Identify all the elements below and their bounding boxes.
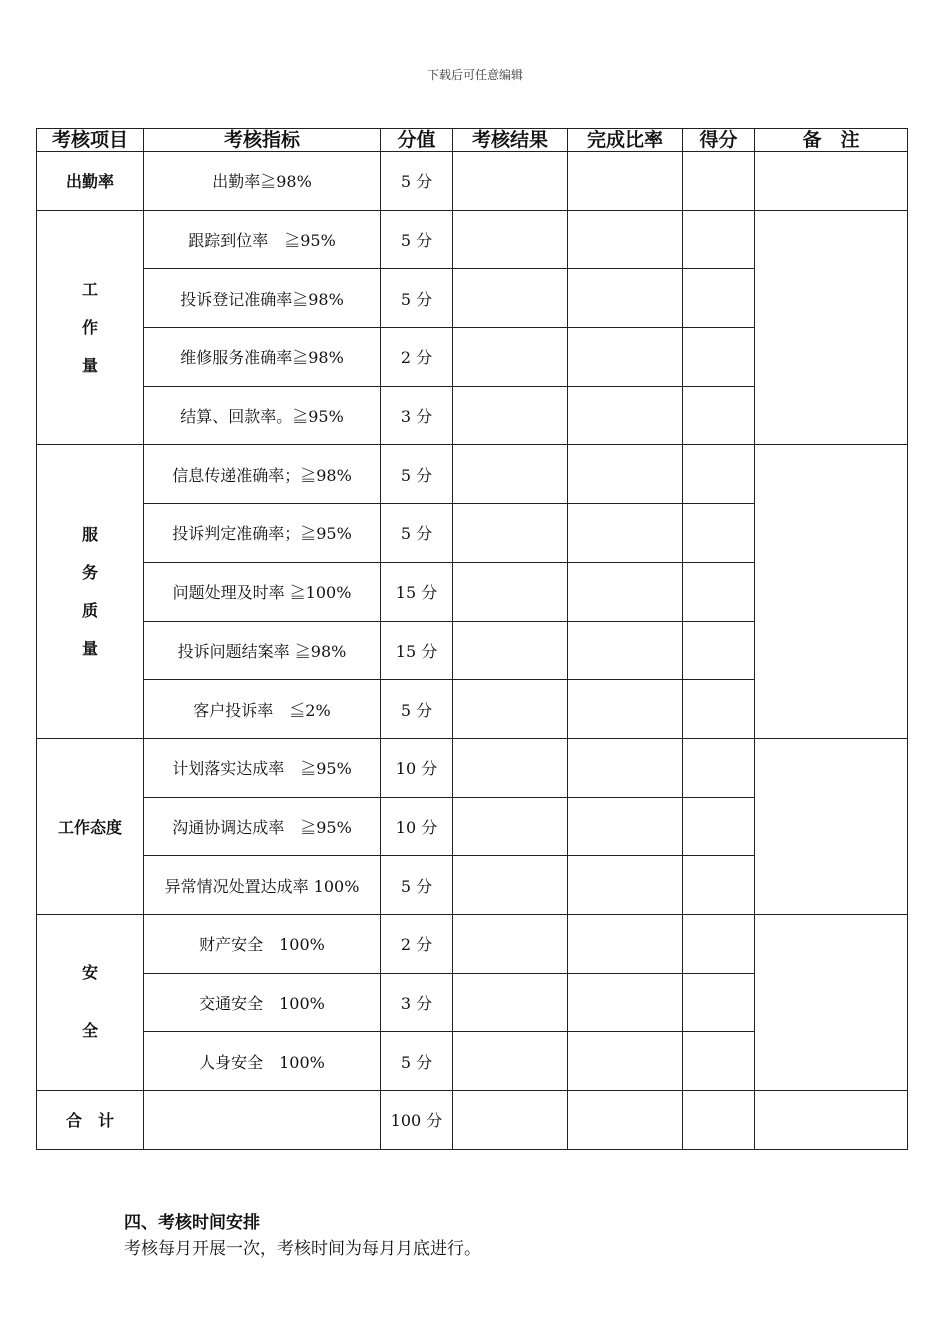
indicator-cell: 出勤率≧98%: [144, 152, 381, 211]
indicator-cell: 信息传递准确率；≧98%: [144, 445, 381, 504]
header-item: 考核项目: [37, 129, 144, 152]
score-cell: 3 分: [381, 973, 453, 1032]
header-indicator: 考核指标: [144, 129, 381, 152]
score-cell: 5 分: [381, 445, 453, 504]
result-cell: [453, 152, 568, 211]
section-title: 四、考核时间安排: [124, 1213, 260, 1233]
indicator-cell: 问题处理及时率 ≧100%: [144, 562, 381, 621]
table-header-row: [37, 129, 908, 152]
remarks-cell: [755, 1091, 908, 1150]
rate-cell: [568, 562, 683, 621]
rate-cell: [568, 621, 683, 680]
result-cell: [453, 1091, 568, 1150]
points-cell: [683, 856, 755, 915]
result-cell: [453, 738, 568, 797]
category-work-attitude: 工作态度: [37, 738, 144, 914]
result-cell: [453, 856, 568, 915]
points-cell: [683, 621, 755, 680]
table-row: [37, 210, 908, 269]
points-cell: [683, 152, 755, 211]
rate-cell: [568, 1091, 683, 1150]
score-cell: 5 分: [381, 269, 453, 328]
indicator-cell: 投诉登记准确率≧98%: [144, 269, 381, 328]
category-char: 作: [81, 317, 98, 337]
indicator-cell: 客户投诉率 ≦2%: [144, 680, 381, 739]
score-cell: 5 分: [381, 1032, 453, 1091]
indicator-cell: 计划落实达成率 ≧95%: [144, 738, 381, 797]
points-cell: [683, 914, 755, 973]
rate-cell: [568, 738, 683, 797]
indicator-cell: 投诉判定准确率；≧95%: [144, 504, 381, 563]
points-cell: [683, 797, 755, 856]
result-cell: [453, 797, 568, 856]
total-score-cell: 100 分: [381, 1091, 453, 1150]
points-cell: [683, 973, 755, 1032]
category-char: 全: [81, 1021, 98, 1041]
result-cell: [453, 386, 568, 445]
header-completion-rate: 完成比率: [568, 129, 683, 152]
result-cell: [453, 445, 568, 504]
indicator-cell: 人身安全 100%: [144, 1032, 381, 1091]
score-cell: 15 分: [381, 621, 453, 680]
indicator-cell: [144, 1091, 381, 1150]
indicator-cell: 交通安全 100%: [144, 973, 381, 1032]
points-cell: [683, 504, 755, 563]
result-cell: [453, 562, 568, 621]
result-cell: [453, 621, 568, 680]
score-cell: 5 分: [381, 504, 453, 563]
category-char: 服: [81, 524, 98, 544]
score-cell: 5 分: [381, 856, 453, 915]
score-cell: 3 分: [381, 386, 453, 445]
rate-cell: [568, 797, 683, 856]
score-cell: 2 分: [381, 328, 453, 387]
points-cell: [683, 386, 755, 445]
header-score: 分值: [381, 129, 453, 152]
points-cell: [683, 562, 755, 621]
rate-cell: [568, 445, 683, 504]
points-cell: [683, 210, 755, 269]
score-cell: 5 分: [381, 680, 453, 739]
header-result: 考核结果: [453, 129, 568, 152]
result-cell: [453, 680, 568, 739]
points-cell: [683, 445, 755, 504]
category-char: 质: [81, 600, 98, 620]
score-cell: 2 分: [381, 914, 453, 973]
remarks-cell: [755, 210, 908, 445]
score-cell: 10 分: [381, 797, 453, 856]
table-row: [37, 914, 908, 973]
remarks-cell: [755, 445, 908, 738]
category-safety: [37, 914, 144, 1090]
category-char: 工: [81, 279, 98, 299]
category-attendance: 出勤率: [37, 152, 144, 211]
category-char: 务: [81, 562, 98, 582]
category-char: 量: [81, 355, 98, 375]
points-cell: [683, 269, 755, 328]
points-cell: [683, 328, 755, 387]
header-points: 得分: [683, 129, 755, 152]
rate-cell: [568, 680, 683, 739]
result-cell: [453, 210, 568, 269]
table-row: [37, 152, 908, 211]
score-cell: 15 分: [381, 562, 453, 621]
rate-cell: [568, 914, 683, 973]
points-cell: [683, 680, 755, 739]
remarks-cell: [755, 152, 908, 211]
rate-cell: [568, 328, 683, 387]
result-cell: [453, 269, 568, 328]
indicator-cell: 异常情况处置达成率 100%: [144, 856, 381, 915]
rate-cell: [568, 1032, 683, 1091]
rate-cell: [568, 210, 683, 269]
result-cell: [453, 914, 568, 973]
score-cell: 5 分: [381, 152, 453, 211]
table-row: [37, 738, 908, 797]
points-cell: [683, 1091, 755, 1150]
rate-cell: [568, 386, 683, 445]
section-body: 考核每月开展一次，考核时间为每月月底进行。: [124, 1239, 481, 1259]
result-cell: [453, 973, 568, 1032]
remarks-cell: [755, 738, 908, 914]
remarks-cell: [755, 914, 908, 1090]
total-row: [37, 1091, 908, 1150]
result-cell: [453, 504, 568, 563]
score-cell: 5 分: [381, 210, 453, 269]
header-remarks: 备 注: [755, 129, 908, 152]
indicator-cell: 投诉问题结案率 ≧98%: [144, 621, 381, 680]
rate-cell: [568, 856, 683, 915]
result-cell: [453, 1032, 568, 1091]
result-cell: [453, 328, 568, 387]
category-workload: [37, 210, 144, 445]
score-cell: 10 分: [381, 738, 453, 797]
rate-cell: [568, 504, 683, 563]
category-service-quality: [37, 445, 144, 738]
rate-cell: [568, 152, 683, 211]
watermark-text: 下载后可任意编辑: [426, 68, 523, 82]
category-char: 安: [81, 963, 98, 983]
indicator-cell: 维修服务准确率≧98%: [144, 328, 381, 387]
points-cell: [683, 1032, 755, 1091]
rate-cell: [568, 973, 683, 1032]
assessment-table: [36, 128, 908, 1150]
rate-cell: [568, 269, 683, 328]
table-row: [37, 445, 908, 504]
indicator-cell: 财产安全 100%: [144, 914, 381, 973]
category-char: 量: [81, 638, 98, 658]
indicator-cell: 结算、回款率。≧95%: [144, 386, 381, 445]
points-cell: [683, 738, 755, 797]
indicator-cell: 沟通协调达成率 ≧95%: [144, 797, 381, 856]
indicator-cell: 跟踪到位率 ≧95%: [144, 210, 381, 269]
category-total: 合 计: [37, 1091, 144, 1150]
